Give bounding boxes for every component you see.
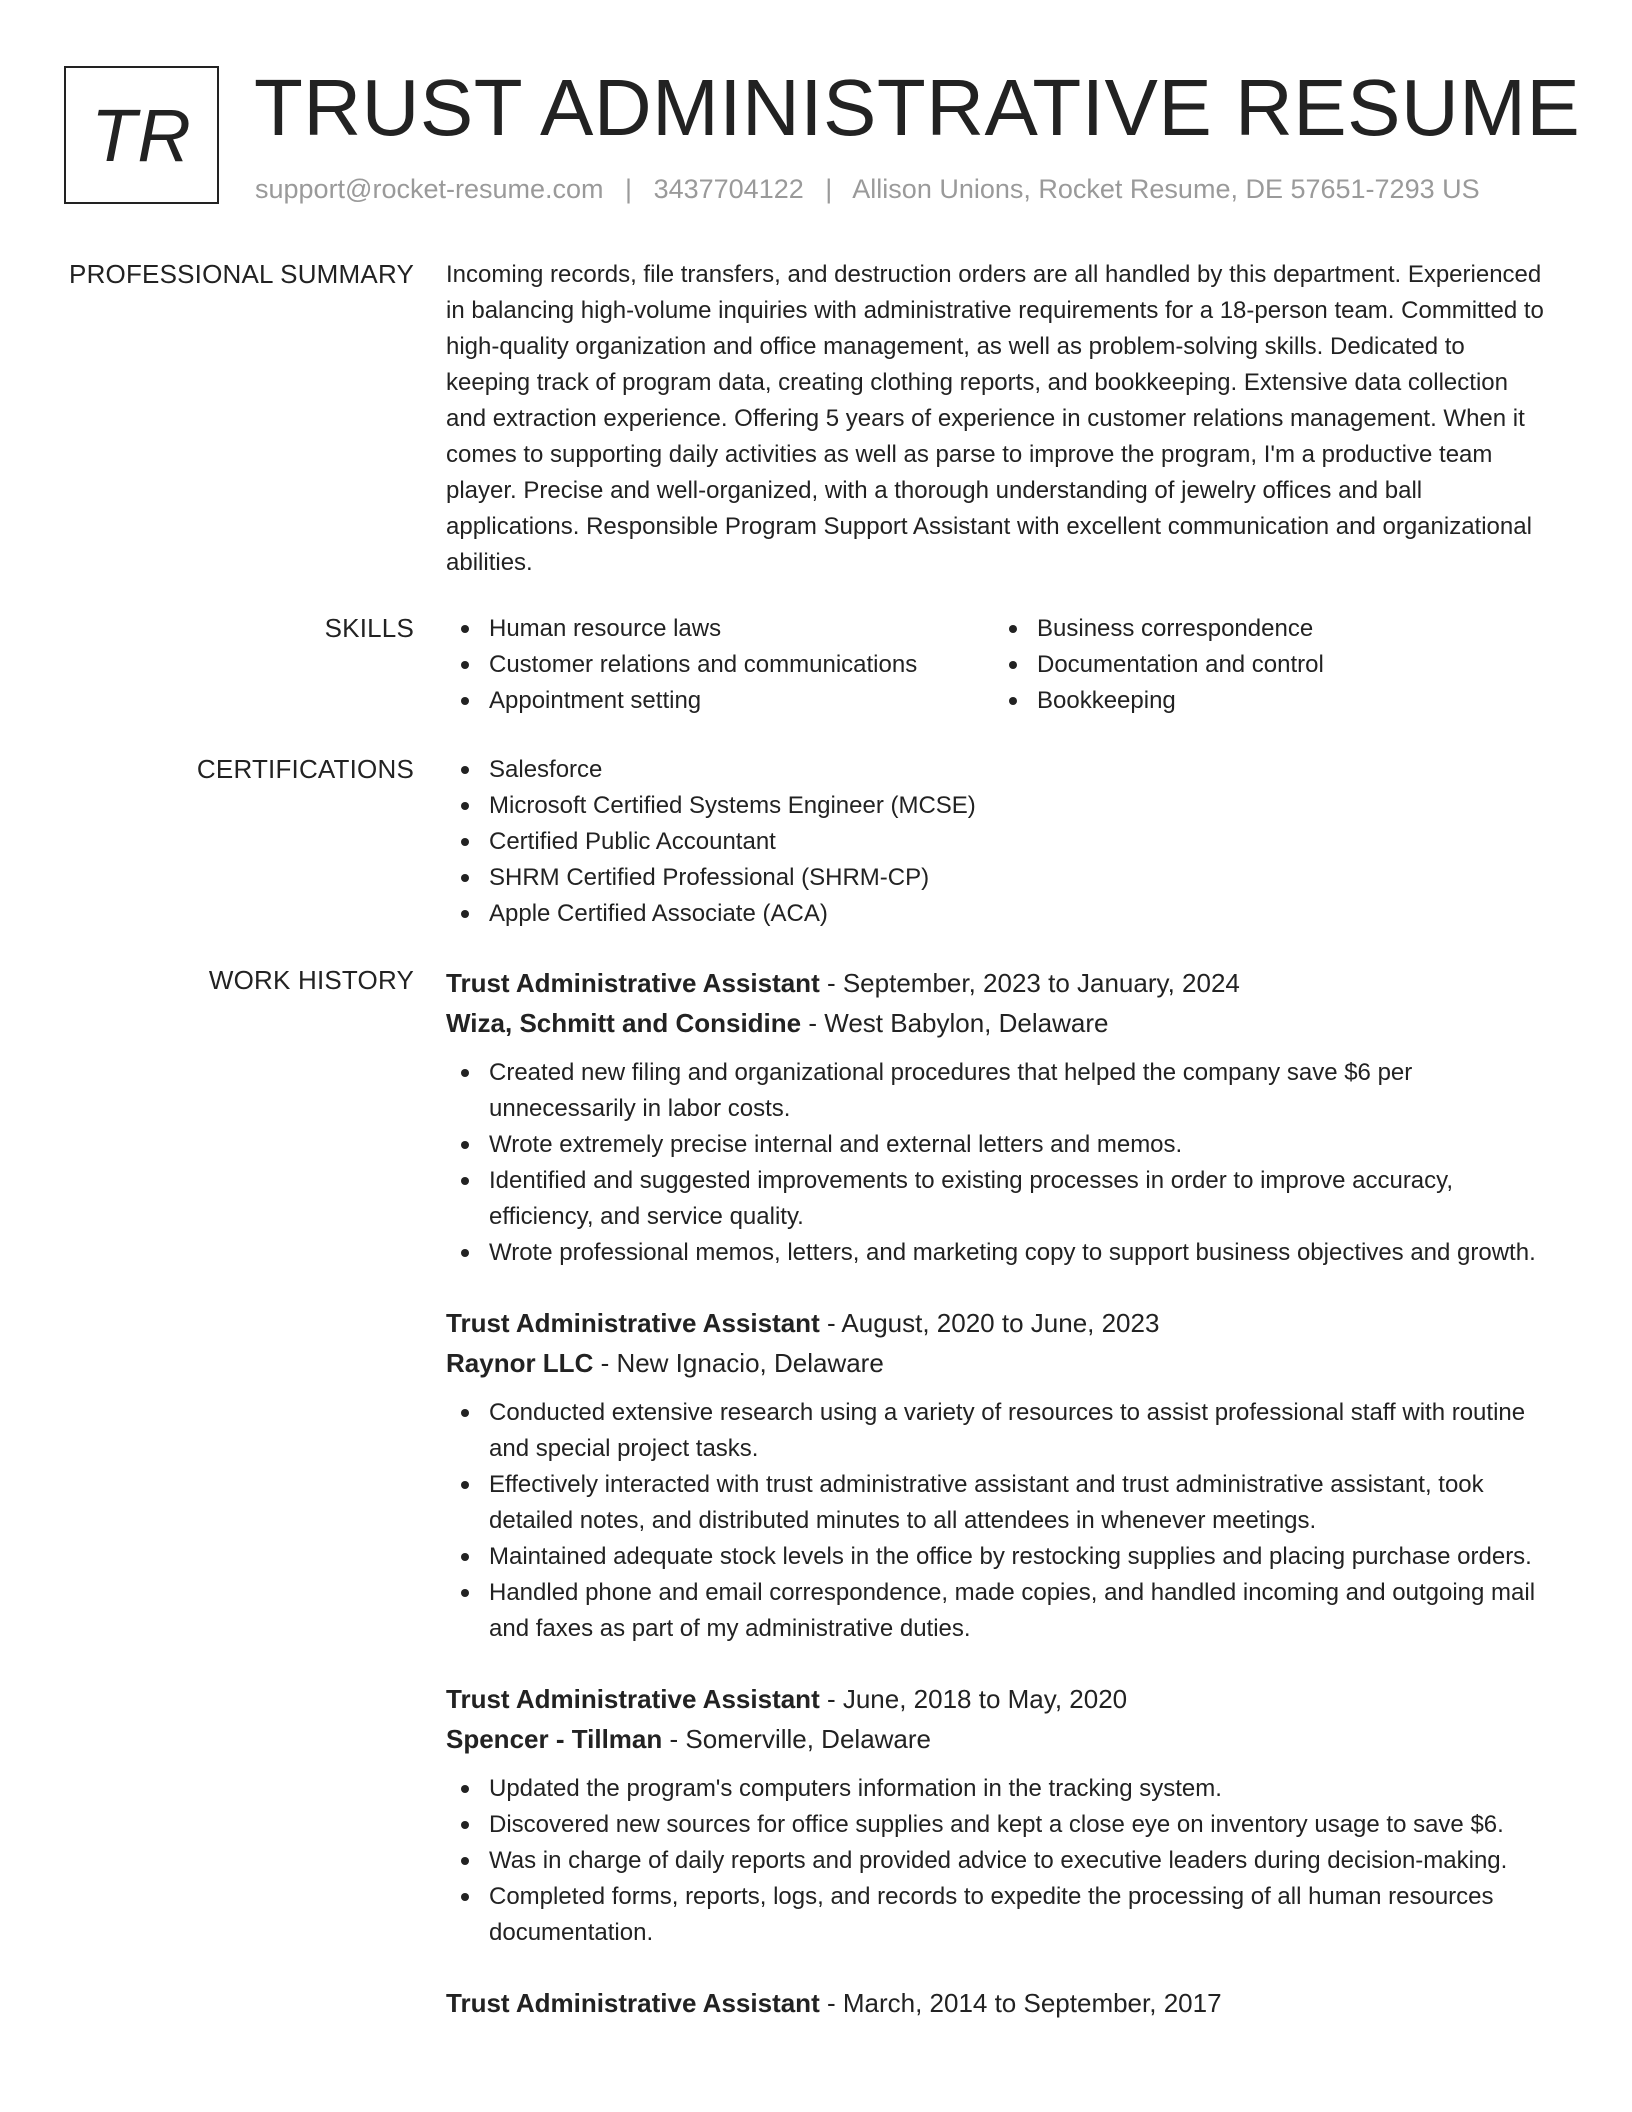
work-history-body [446, 963, 1546, 2055]
certification-item: Salesforce [446, 752, 1546, 788]
skills-list-left [446, 611, 994, 719]
job-title: Trust Administrative Assistant [446, 968, 820, 998]
job-location: - New Ignacio, Delaware [593, 1348, 884, 1378]
monogram-logo: TR [64, 66, 219, 204]
job-company: Spencer - Tillman [446, 1724, 663, 1754]
job-dates: - June, 2018 to May, 2020 [819, 1684, 1128, 1714]
job-duty: Effectively interacted with trust administrative assistant and trust administrative assistant, took detailed notes, and distributed minutes to all attendees in whenever meetings. [446, 1467, 1546, 1539]
skills-list-right [994, 611, 1542, 719]
job-dates: - March, 2014 to September, 2017 [819, 1988, 1222, 2018]
certifications-body [446, 752, 1546, 932]
job-duty: Was in charge of daily reports and provided advice to executive leaders during decision-making. [446, 1843, 1546, 1879]
job-duty: Created new filing and organizational procedures that helped the company save $6 per unnecessarily in labor costs. [446, 1055, 1546, 1127]
job-location: - West Babylon, Delaware [801, 1008, 1109, 1038]
contact-email: support@rocket-resume.com [255, 174, 604, 204]
job-duty: Wrote professional memos, letters, and marketing copy to support business objectives and growth. [446, 1235, 1546, 1271]
job-dates: - August, 2020 to June, 2023 [819, 1308, 1160, 1338]
job-title: Trust Administrative Assistant [446, 1308, 820, 1338]
contact-phone: 3437704122 [653, 174, 804, 204]
job-title-line [446, 1679, 1546, 1719]
job-duties-list [446, 1395, 1546, 1647]
skills-body [446, 611, 1546, 719]
job-duty: Completed forms, reports, logs, and records to expedite the processing of all human resources documentation. [446, 1879, 1546, 1951]
job-title-line [446, 1983, 1546, 2023]
skill-item: Business correspondence [994, 611, 1542, 647]
job-company: Wiza, Schmitt and Considine [446, 1008, 802, 1038]
certifications-list [446, 752, 1546, 932]
job-company: Raynor LLC [446, 1348, 594, 1378]
job-entry [446, 1679, 1546, 1951]
job-duty: Maintained adequate stock levels in the office by restocking supplies and placing purchase orders. [446, 1539, 1546, 1575]
certifications-heading: CERTIFICATIONS [196, 754, 414, 784]
skill-item: Appointment setting [446, 683, 994, 719]
contact-separator: | [625, 174, 633, 204]
skill-item: Human resource laws [446, 611, 994, 647]
certification-item: Certified Public Accountant [446, 824, 1546, 860]
certification-item: SHRM Certified Professional (SHRM-CP) [446, 860, 1546, 896]
contact-separator: | [825, 174, 833, 204]
job-entry [446, 1983, 1546, 2023]
job-title: Trust Administrative Assistant [446, 1684, 820, 1714]
skill-item: Documentation and control [994, 647, 1542, 683]
job-entry [446, 1303, 1546, 1647]
job-location: - Somerville, Delaware [662, 1724, 932, 1754]
contact-address: Allison Unions, Rocket Resume, DE 57651-7293 US [852, 174, 1480, 204]
job-duty: Handled phone and email correspondence, made copies, and handled incoming and outgoing mail and faxes as part of my administrative duties. [446, 1575, 1546, 1647]
job-duty: Discovered new sources for office supplies and kept a close eye on inventory usage to save $6. [446, 1807, 1546, 1843]
work-history-heading: WORK HISTORY [208, 965, 414, 995]
job-title-line [446, 963, 1546, 1003]
certification-item: Apple Certified Associate (ACA) [446, 896, 1546, 932]
skill-item: Bookkeeping [994, 683, 1542, 719]
job-title: Trust Administrative Assistant [446, 1988, 820, 2018]
job-entry [446, 963, 1546, 1271]
skills-heading: SKILLS [324, 613, 414, 643]
job-company-line [446, 1003, 1546, 1043]
summary-body [446, 257, 1546, 581]
job-company-line [446, 1343, 1546, 1383]
job-duties-list [446, 1055, 1546, 1271]
contact-line [255, 174, 1480, 205]
job-title-line [446, 1303, 1546, 1343]
job-duty: Identified and suggested improvements to existing processes in order to improve accuracy, efficiency, and service quality. [446, 1163, 1546, 1235]
resume-header [64, 63, 1581, 214]
skill-item: Customer relations and communications [446, 647, 994, 683]
resume-title: TRUST ADMINISTRATIVE RESUME [254, 63, 1581, 152]
certification-item: Microsoft Certified Systems Engineer (MCSE) [446, 788, 1546, 824]
job-company-line [446, 1719, 1546, 1759]
job-dates: - September, 2023 to January, 2024 [819, 968, 1240, 998]
job-duty: Wrote extremely precise internal and external letters and memos. [446, 1127, 1546, 1163]
summary-heading: PROFESSIONAL SUMMARY [69, 259, 414, 289]
job-duty: Conducted extensive research using a variety of resources to assist professional staff with routine and special project tasks. [446, 1395, 1546, 1467]
job-duties-list [446, 1771, 1546, 1951]
job-duty: Updated the program's computers information in the tracking system. [446, 1771, 1546, 1807]
summary-text: Incoming records, file transfers, and destruction orders are all handled by this department. Experienced in balancing high-volume inquiries with administrative requirements for a 18-person team. Committed to high-quality organization and office management, as well as problem-solving skills. Dedicated to keeping track of program data, creating clothing reports, and bookkeeping. Extensive data collection and extraction experience. Offering 5 years of experience in customer relations management. When it comes to supporting daily activities as well as parse to improve the program, I'm a productive team player. Precise and well-organized, with a thorough understanding of jewelry offices and ball applications. Responsible Program Support Assistant with excellent communication and organizational abilities. [446, 261, 1544, 576]
